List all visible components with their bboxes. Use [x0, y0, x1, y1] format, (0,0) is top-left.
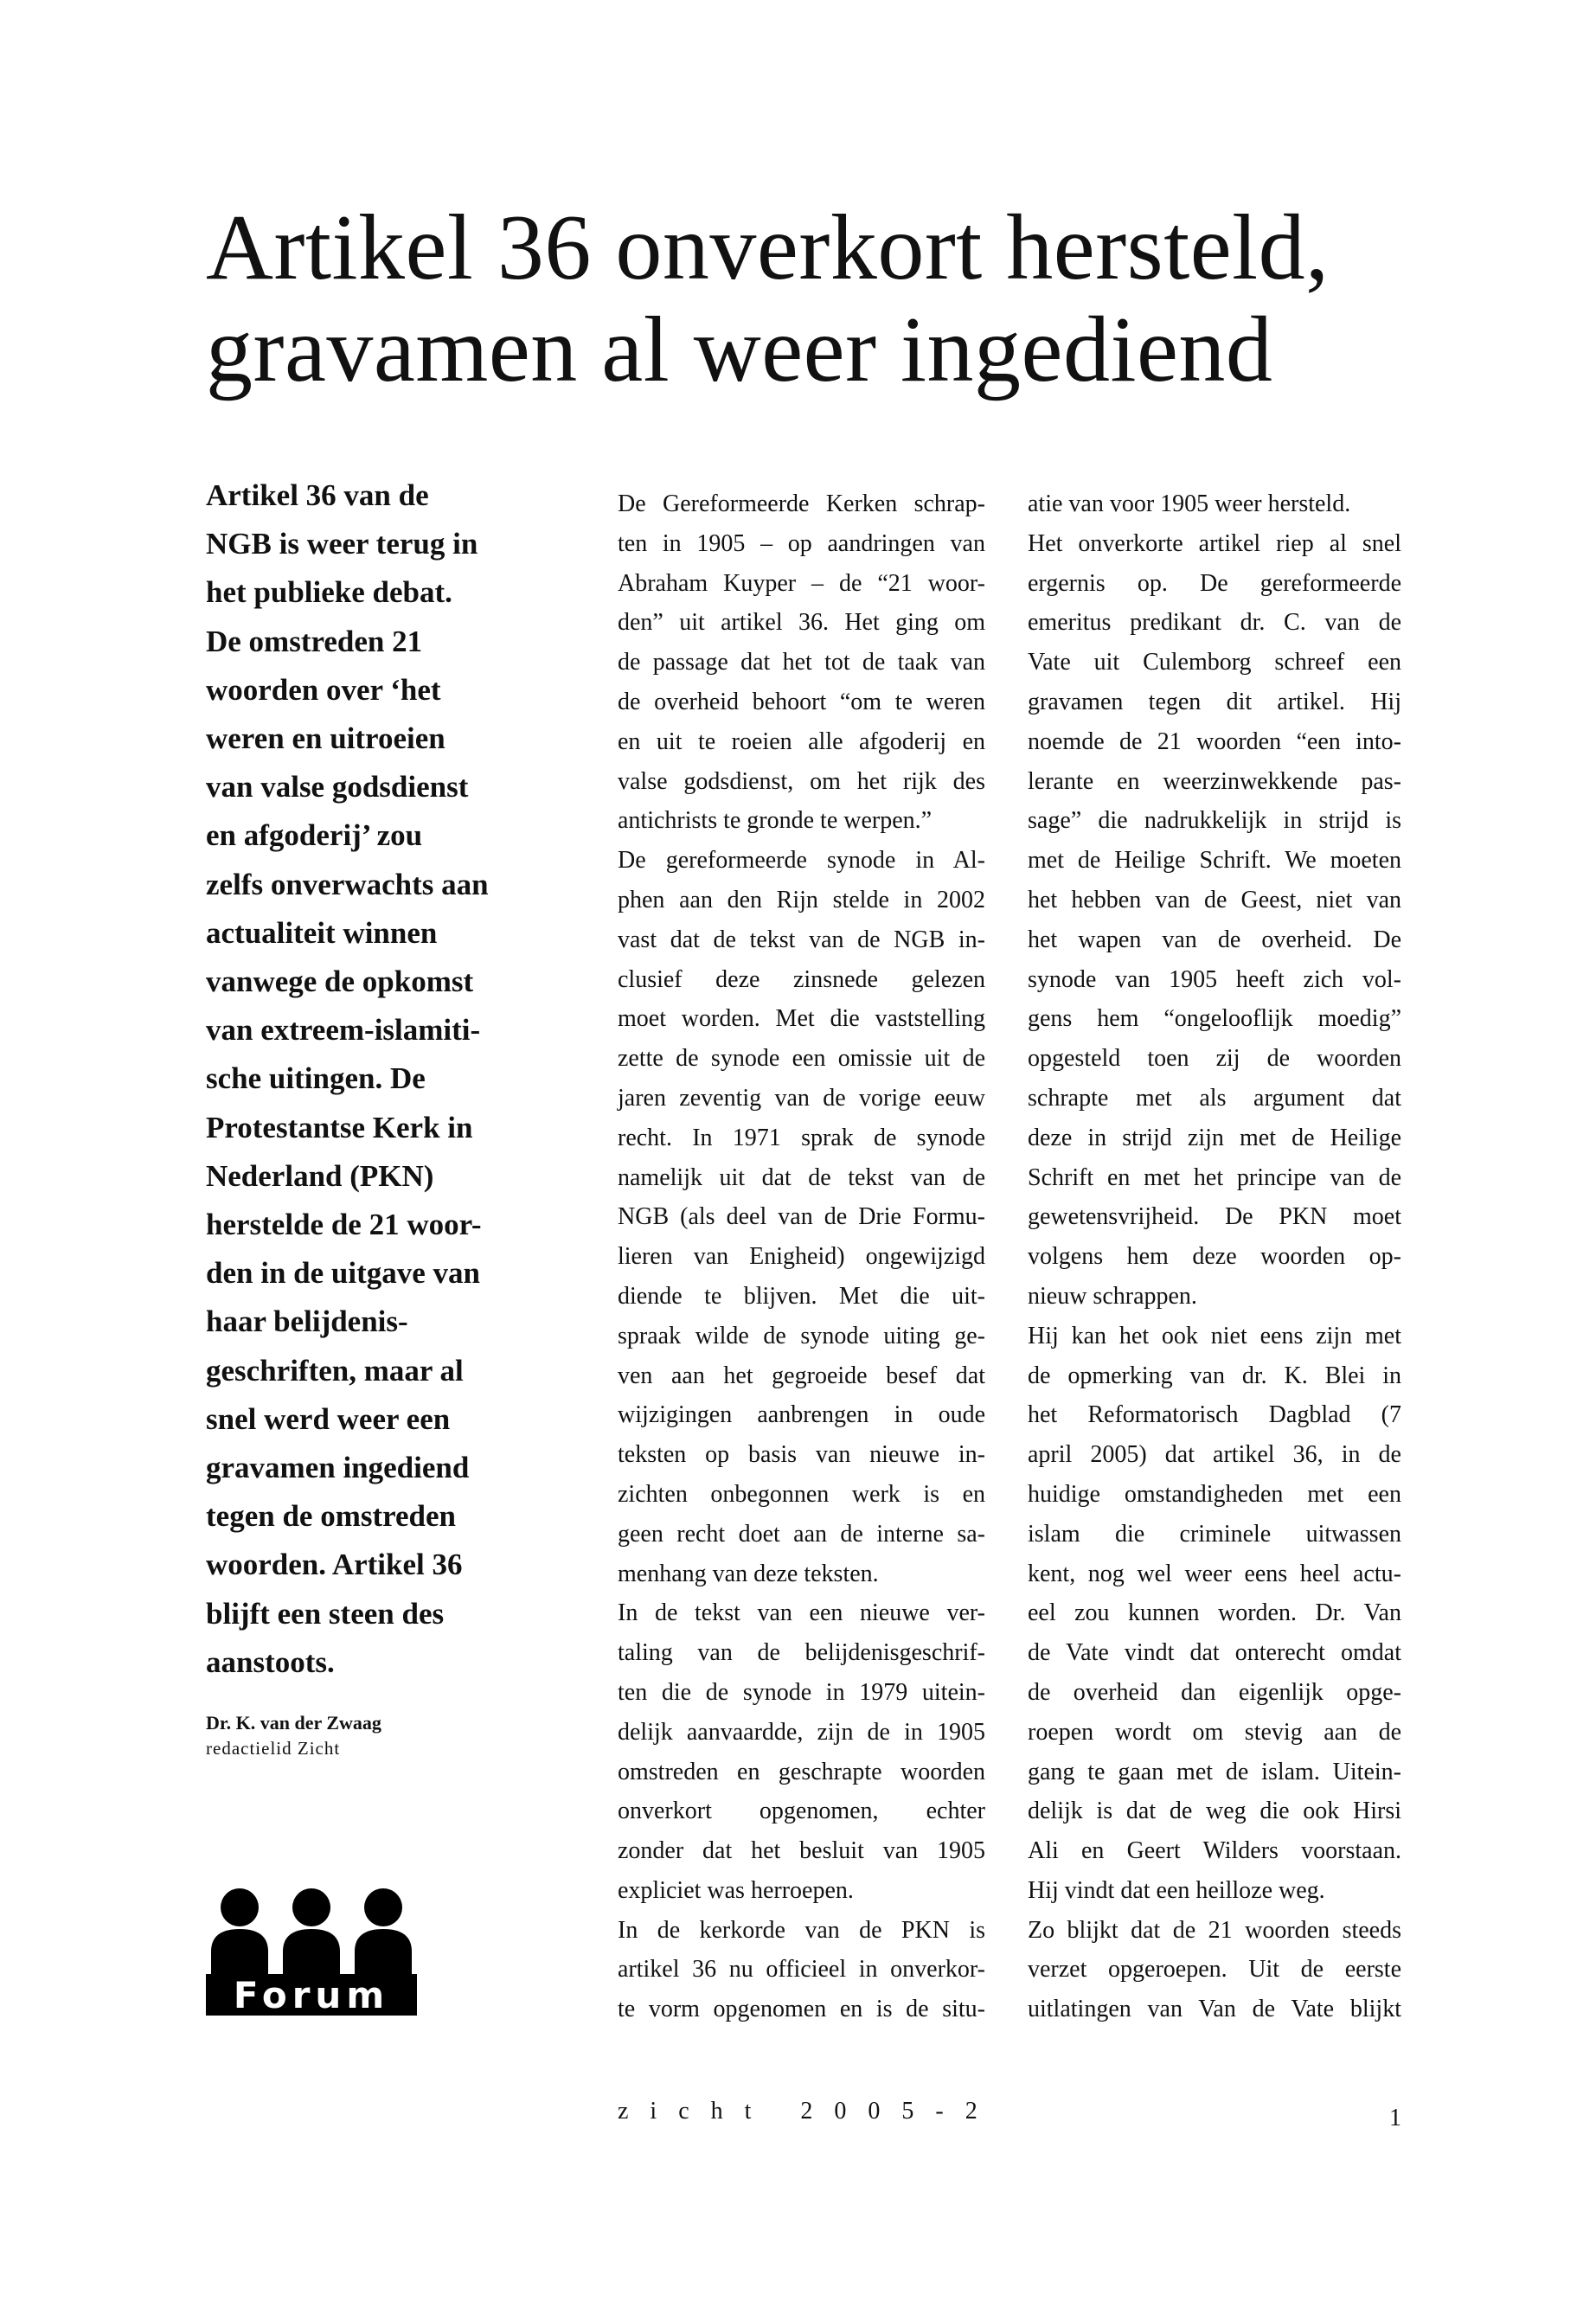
body-text-line: NGB (als deel van de Drie Formu- [618, 1203, 985, 1231]
body-text-line: te vorm opgenomen en is de situ- [618, 1996, 985, 2023]
body-text-line: recht. In 1971 sprak de synode [618, 1124, 985, 1151]
lede-line: snel werd weer een [206, 1401, 451, 1436]
body-text-line: huidige omstandigheden met een [1028, 1480, 1401, 1508]
body-text-line: expliciet was herroepen. [618, 1876, 854, 1904]
body-text-line: de passage dat het tot de taak van [618, 649, 985, 676]
forum-logo [206, 1879, 417, 2016]
body-text-line: het wapen van de overheid. De [1028, 926, 1401, 953]
body-text-line: Vate uit Culemborg schreef een [1028, 649, 1401, 676]
lede-line: vanwege de opkomst [206, 965, 474, 999]
lede-line: van extreem-islamiti- [206, 1013, 481, 1048]
body-text-line: deze in strijd zijn met de Heilige [1028, 1124, 1401, 1151]
page-footer [0, 2098, 1596, 2132]
body-text-line: Abraham Kuyper – de “21 woor- [618, 569, 985, 597]
byline [206, 1710, 517, 1760]
body-text-line: den” uit artikel 36. Het ging om [618, 609, 985, 637]
body-text-line: roepen wordt om stevig aan de [1028, 1718, 1401, 1746]
lede-line: blijft een steen des [206, 1596, 445, 1631]
body-text-line: omstreden en geschrapte woorden [618, 1758, 985, 1785]
body-text-line: De Gereformeerde Kerken schrap- [618, 490, 985, 517]
body-text-line: jaren zeventig van de vorige eeuw [618, 1084, 985, 1112]
body-text-line: het hebben van de Geest, niet van [1028, 886, 1401, 913]
lede-line: zelfs onverwachts aan [206, 867, 489, 901]
body-text-line: gang te gaan met de islam. Uitein- [1028, 1758, 1401, 1785]
page-number: 1 [1389, 2105, 1401, 2131]
body-text-line: ten in 1905 – op aandringen van [618, 529, 985, 557]
body-text-line: Schrift en met het principe van de [1028, 1163, 1401, 1191]
lede-line: Nederland (PKN) [206, 1158, 434, 1193]
lede-line: Protestantse Kerk in [206, 1110, 473, 1144]
body-text-line: namelijk uit dat de tekst van de [618, 1163, 985, 1191]
body-text-line: ven aan het gegroeide besef dat [618, 1362, 985, 1389]
body-text-line: de opmerking van dr. K. Blei in [1028, 1362, 1401, 1389]
body-text-line: uitlatingen van Van de Vate blijkt [1028, 1996, 1401, 2023]
body-text-line: opgesteld toen zij de woorden [1028, 1045, 1401, 1073]
body-text-line: vast dat de tekst van de NGB in- [618, 926, 985, 953]
body-text-line: wijzigingen aanbrengen in oude [618, 1401, 985, 1429]
body-text-line: sage” die nadrukkelijk in strijd is [1028, 807, 1401, 835]
body-text-line: lerante en weerzinwekkende pas- [1028, 767, 1401, 795]
article-lede [206, 471, 526, 1687]
body-text-line: taling van de belijdenisgeschrif- [618, 1639, 985, 1667]
body-text-line: verzet opgeroepen. Uit de eerste [1028, 1956, 1401, 1984]
lede-line: woorden over ‘het [206, 672, 441, 707]
body-text-line: de overheid dan eigenlijk opge- [1028, 1678, 1401, 1706]
body-text-line: spraak wilde de synode uiting ge- [618, 1322, 985, 1349]
lede-line: gravamen ingediend [206, 1451, 470, 1485]
magazine-issue: zicht 2005-2 [618, 2098, 999, 2125]
lede-line: NGB is weer terug in [206, 527, 478, 561]
body-text-line: eel zou kunnen worden. Dr. Van [1028, 1599, 1401, 1627]
body-text-line: ergernis op. De gereformeerde [1028, 569, 1401, 597]
body-text-line: onverkort opgenomen, echter [618, 1798, 985, 1825]
body-text-line: delijk is dat de weg die ook Hirsi [1028, 1798, 1401, 1825]
body-text-line: geen recht doet aan de interne sa- [618, 1520, 985, 1548]
lede-line: en afgoderij’ zou [206, 818, 423, 853]
author-role: redactielid Zicht [206, 1738, 341, 1759]
lede-line: haar belijdenis- [206, 1304, 408, 1339]
body-text-line: Het onverkorte artikel riep al snel [1028, 529, 1401, 557]
body-text-line: menhang van deze teksten. [618, 1560, 879, 1587]
body-text-line: valse godsdienst, om het rijk des [618, 767, 985, 795]
lede-line: herstelde de 21 woor- [206, 1208, 482, 1242]
body-text-line: het Reformatorisch Dagblad (7 [1028, 1401, 1401, 1429]
body-text-line: artikel 36 nu officieel in onverkor- [618, 1956, 985, 1984]
body-text-line: De gereformeerde synode in Al- [618, 847, 985, 875]
body-text-line: diende te blijven. Met die uit- [618, 1282, 985, 1310]
article-title [206, 197, 1469, 401]
body-text-line: Zo blijkt dat de 21 woorden steeds [1028, 1916, 1401, 1944]
lede-line: tegen de omstreden [206, 1499, 457, 1534]
lede-line: het publieke debat. [206, 575, 452, 610]
lede-line: De omstreden 21 [206, 624, 423, 658]
body-text-line: kent, nog wel weer eens heel actu- [1028, 1560, 1401, 1587]
title-line: Artikel 36 onverkort hersteld, [206, 196, 1330, 299]
body-text-line: gravamen tegen dit artikel. Hij [1028, 688, 1401, 715]
body-text-line: delijk aanvaardde, zijn de in 1905 [618, 1718, 985, 1746]
lede-line: geschriften, maar al [206, 1353, 464, 1388]
body-text-line: phen aan den Rijn stelde in 2002 [618, 886, 985, 913]
title-line: gravamen al weer ingediend [206, 298, 1273, 401]
body-text-line: noemde de 21 woorden “een into- [1028, 727, 1401, 755]
body-text-line: clusief deze zinsnede gelezen [618, 965, 985, 993]
body-text-line: nieuw schrappen. [1028, 1282, 1197, 1310]
body-text-line: teksten op basis van nieuwe in- [618, 1441, 985, 1469]
body-text-line: lieren van Enigheid) ongewijzigd [618, 1243, 985, 1271]
article-column-2 [618, 484, 985, 2029]
body-text-line: Hij vindt dat een heilloze weg. [1028, 1876, 1325, 1904]
body-text-line: synode van 1905 heeft zich vol- [1028, 965, 1401, 993]
body-text-line: Ali en Geert Wilders voorstaan. [1028, 1837, 1401, 1865]
body-text-line: antichrists te gronde te werpen.” [618, 807, 933, 835]
body-text-line: de overheid behoort “om te weren [618, 688, 985, 715]
body-text-line: zichten onbegonnen werk is en [618, 1480, 985, 1508]
body-text-line: met de Heilige Schrift. We moeten [1028, 847, 1401, 875]
body-text-line: gewetensvrijheid. De PKN moet [1028, 1203, 1401, 1231]
body-text-line: emeritus predikant dr. C. van de [1028, 609, 1401, 637]
lede-line: aanstoots. [206, 1644, 335, 1679]
body-text-line: zette de synode een omissie uit de [618, 1045, 985, 1073]
body-text-line: zonder dat het besluit van 1905 [618, 1837, 985, 1865]
lede-line: sche uitingen. De [206, 1061, 426, 1096]
body-text-line: gens hem “ongelooflijk moedig” [1028, 1005, 1401, 1033]
logo-text: Forum [233, 1974, 390, 2016]
three-people-forum-logo-icon [206, 1879, 417, 2016]
body-text-line: de Vate vindt dat onterecht omdat [1028, 1639, 1401, 1667]
article-column-3 [1028, 484, 1401, 2029]
body-text-line: In de tekst van een nieuwe ver- [618, 1599, 985, 1627]
lede-line: den in de uitgave van [206, 1256, 480, 1291]
body-text-line: april 2005) dat artikel 36, in de [1028, 1441, 1401, 1469]
body-text-line: en uit te roeien alle afgoderij en [618, 727, 985, 755]
author-name: Dr. K. van der Zwaag [206, 1712, 381, 1734]
body-text-line: volgens hem deze woorden op- [1028, 1243, 1401, 1271]
body-text-line: atie van voor 1905 weer hersteld. [1028, 490, 1351, 517]
lede-line: Artikel 36 van de [206, 478, 429, 512]
lede-line: van valse godsdienst [206, 770, 469, 804]
lede-line: weren en uitroeien [206, 721, 445, 756]
body-text-line: moet worden. Met die vaststelling [618, 1005, 985, 1033]
lede-line: actualiteit winnen [206, 915, 438, 950]
body-text-line: ten die de synode in 1979 uitein- [618, 1678, 985, 1706]
body-text-line: In de kerkorde van de PKN is [618, 1916, 985, 1944]
body-text-line: schrapte met als argument dat [1028, 1084, 1401, 1112]
body-text-line: Hij kan het ook niet eens zijn met [1028, 1322, 1401, 1349]
lede-line: woorden. Artikel 36 [206, 1548, 463, 1582]
body-text-line: islam die criminele uitwassen [1028, 1520, 1401, 1548]
